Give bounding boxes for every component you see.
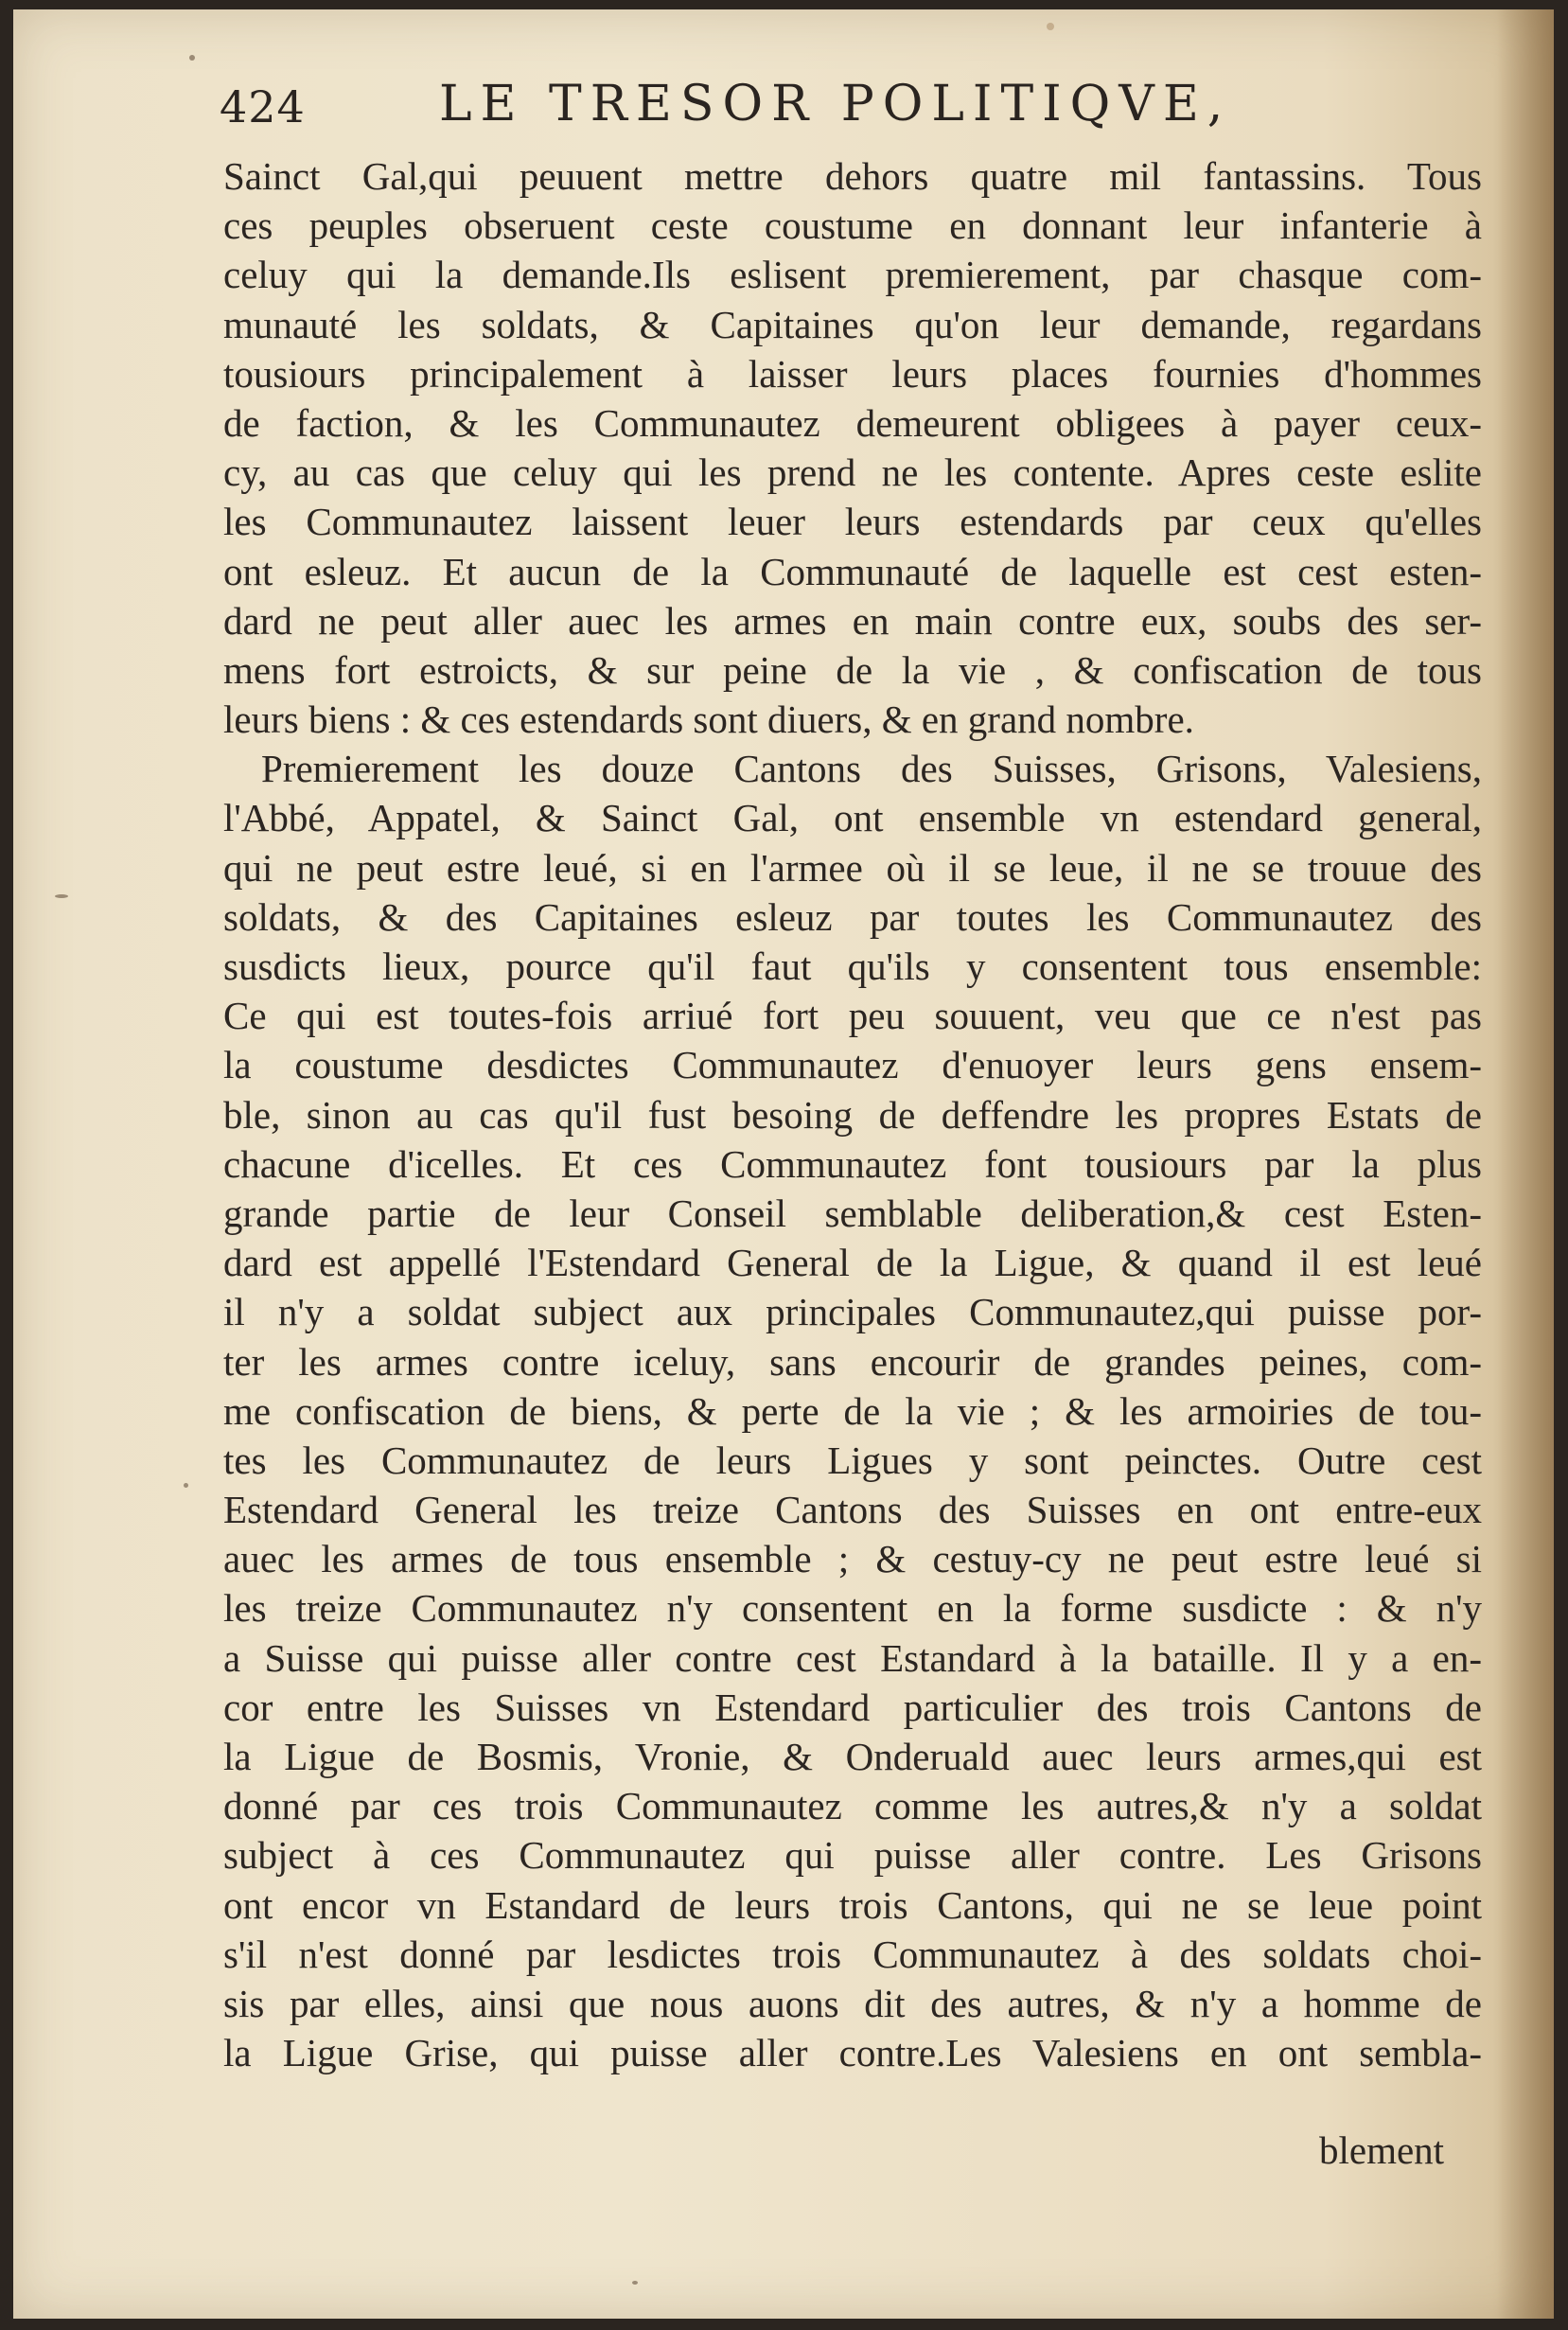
text-line: grande partie de leur Conseil semblable deliberation,& cest Esten- xyxy=(223,1191,1482,1235)
ink-spot xyxy=(184,1483,188,1488)
text-line: chacune d'icelles. Et ces Communautez font tousiours par la plus xyxy=(223,1141,1482,1186)
ink-spot xyxy=(189,55,195,61)
text-line: la coustume desdictes Communautez d'enuoyer leurs gens ensem- xyxy=(223,1043,1482,1087)
running-head: LE TRESOR POLITIQVE, xyxy=(439,76,1232,132)
text-line: ont encor vn Estandard de leurs trois Cantons, qui ne se leue point xyxy=(223,1882,1482,1927)
text-line: ble, sinon au cas qu'il fust besoing de deffendre les propres Estats de xyxy=(223,1092,1482,1137)
text-line: soldats, & des Capitaines esleuz par toutes les Communautez des xyxy=(223,894,1482,939)
text-line: ont esleuz. Et aucun de la Communauté de laquelle est cest esten- xyxy=(223,549,1482,593)
text-line: mens fort estroicts, & sur peine de la vie , & confiscation de tous xyxy=(223,647,1482,692)
text-line: les treize Communautez n'y consentent en la forme susdicte : & n'y xyxy=(223,1586,1482,1631)
text-line: la Ligue Grise, qui puisse aller contre.Les Valesiens en ont sembla- xyxy=(223,2031,1482,2075)
text-line: a Suisse qui puisse aller contre cest Estandard à la bataille. Il y a en- xyxy=(223,1635,1482,1680)
text-line: Premierement les douze Cantons des Suisses, Grisons, Valesiens, xyxy=(261,747,1482,791)
text-line: ter les armes contre iceluy, sans encourir de grandes peines, com- xyxy=(223,1339,1482,1384)
body-text xyxy=(223,151,1482,2077)
text-line: donné par ces trois Communautez comme les autres,& n'y a soldat xyxy=(223,1784,1482,1828)
text-line: celuy qui la demande.Ils eslisent premierement, par chasque com- xyxy=(223,253,1482,297)
text-line: Sainct Gal,qui peuuent mettre dehors quatre mil fantassins. Tous xyxy=(223,154,1482,198)
page-number: 424 xyxy=(220,81,306,132)
text-line: les Communautez laissent leuer leurs estendards par ceux qu'elles xyxy=(223,500,1482,544)
text-line: tes les Communautez de leurs Ligues y sont peinctes. Outre cest xyxy=(223,1438,1482,1482)
text-line: Estendard General les treize Cantons des Suisses en ont entre-eux xyxy=(223,1488,1482,1532)
text-line: de faction, & les Communautez demeurent obligees à payer ceux- xyxy=(223,400,1482,445)
text-line: dard est appellé l'Estendard General de la Ligue, & quand il est leué xyxy=(223,1241,1482,1285)
page-header xyxy=(220,76,1327,132)
text-line: qui ne peut estre leué, si en l'armee où il se leue, il ne se trouue des xyxy=(223,845,1482,890)
text-line: s'il n'est donné par lesdictes trois Communautez à des soldats choi- xyxy=(223,1932,1482,1976)
text-line: subject à ces Communautez qui puisse aller contre. Les Grisons xyxy=(223,1833,1482,1878)
text-line: l'Abbé, Appatel, & Sainct Gal, ont ensemble vn estendard general, xyxy=(223,796,1482,840)
text-line: la Ligue de Bosmis, Vronie, & Onderuald auec leurs armes,qui est xyxy=(223,1735,1482,1778)
ink-spot xyxy=(1047,23,1054,30)
text-line: me confiscation de biens, & perte de la vie ; & les armoiries de tou- xyxy=(223,1388,1482,1433)
text-line: sis par elles, ainsi que nous auons dit des autres, & n'y a homme de xyxy=(223,1981,1482,2025)
text-line: munauté les soldats, & Capitaines qu'on leur demande, regardans xyxy=(223,302,1482,346)
text-line: ces peuples obseruent ceste coustume en donnant leur infanterie à xyxy=(223,203,1482,248)
text-line: tousiours principalement à laisser leurs places fournies d'hommes xyxy=(223,351,1482,396)
text-line: cy, au cas que celuy qui les prend ne les contente. Apres ceste eslite xyxy=(223,450,1482,495)
text-line: Ce qui est toutes-fois arriué fort peu souuent, veu que ce n'est pas xyxy=(223,994,1482,1038)
text-line: il n'y a soldat subject aux principales Communautez,qui puisse por- xyxy=(223,1290,1482,1334)
ink-spot xyxy=(632,2281,638,2285)
ink-spot xyxy=(55,894,68,898)
text-line: auec les armes de tous ensemble ; & cestuy-cy ne peut estre leué si xyxy=(223,1537,1482,1581)
book-page xyxy=(13,9,1554,2319)
text-line: leurs biens : & ces estendards sont diuers, & en grand nombre. xyxy=(223,697,1194,742)
text-line: dard ne peut aller auec les armes en main contre eux, soubs des ser- xyxy=(223,598,1482,643)
text-line: cor entre les Suisses vn Estendard particulier des trois Cantons de xyxy=(223,1685,1482,1729)
catchword: blement xyxy=(1319,2128,1445,2172)
text-line: susdicts lieux, pource qu'il faut qu'ils y consentent tous ensemble: xyxy=(223,944,1482,988)
